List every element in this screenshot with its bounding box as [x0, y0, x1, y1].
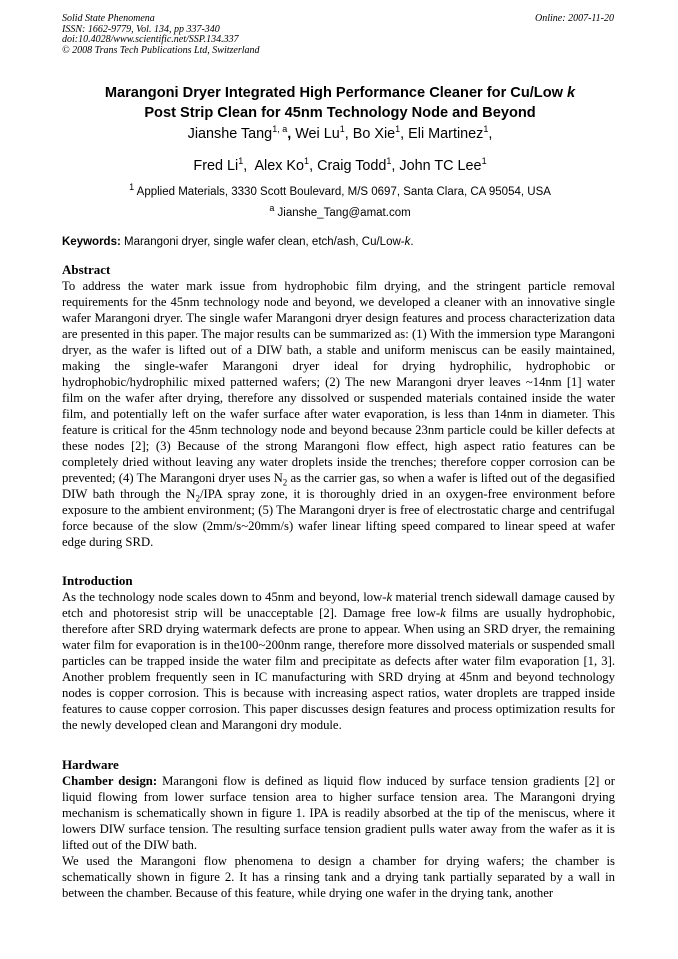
- journal-info: [62, 14, 260, 56]
- affiliation: $^1$ Applied Materials, 3330 Scott Boulevard, M/S 0697, Santa Clara, CA 95054, USA: [129, 182, 551, 198]
- author-sep: ,: [287, 126, 296, 142]
- chamber-design-label: Chamber design:: [62, 774, 158, 788]
- journal-name: Solid State Phenomena: [62, 13, 155, 24]
- title-line-1: Marangoni Dryer Integrated High Performance Cleaner for Cu/Low k: [104, 85, 576, 101]
- authors-line-1: [62, 126, 618, 142]
- author-sup: 1: [339, 124, 345, 135]
- authors-line-2: [62, 158, 618, 174]
- introduction-section: [62, 573, 615, 733]
- author-sep: ,: [243, 158, 255, 174]
- author-name: John TC Lee: [399, 158, 482, 174]
- issn: ISSN: 1662-9779, Vol. 134, pp 337-340: [62, 23, 220, 35]
- introduction-heading: Introduction: [62, 573, 133, 588]
- author-name: Bo Xie: [352, 126, 396, 142]
- hardware-text-1: Chamber design: Marangoni flow is defined as liquid flow induced by surface tension gradients [2] or liquid flowing from lower surface tension area to higher surface tension area. The Marangoni drying mechanism is schematically shown in figure 1. IPA is readily absorbed at the tip of the meniscus, where it lowers DIW surface tension. The resulting surface tension gradient pulls water away from the wafer as it is lifted out of the DIW bath.: [62, 774, 615, 852]
- online-date: Online: 2007-11-20: [535, 13, 614, 24]
- keywords-label: Keywords:: [62, 236, 121, 248]
- author-sup: 1, a: [272, 124, 288, 135]
- keywords: Keywords: Marangoni dryer, single wafer clean, etch/ash, Cu/Low-k.: [62, 236, 414, 248]
- author-sep: ,: [400, 126, 409, 142]
- hardware-section: [62, 757, 615, 901]
- author-sep: ,: [391, 158, 400, 174]
- author-sup: 1: [395, 124, 401, 135]
- abstract-text: To address the water mark issue from hydrophobic film drying, and the stringent particle removal requirements for the 45nm technology node and beyond, we developed a cleaner with an innovative single wafer Marangoni dryer. The single wafer Marangoni dryer design features and process characterization data are presented in this paper. The major results can be summarized as: (1) With the immersion type Marangoni dryer, as the wafer is lifted out of a DIW bath, a stable and uniform meniscus can be easily maintained, making the single-wafer Marangoni dryer ideal for drying hydrophilic, hydrophobic or hydrophobic/hydrophilic mixed patterned wafers; (2) The new Marangoni dryer leaves ~14nm [1] water film on the wafer after drying, therefore any dissolved or suspended materials contained inside the water film, and potentially left on the wafer surface after water evaporation, is less than 14nm in diameter. This feature is critical for the 45nm technology node and beyond because 23nm particle could be killer defects at these nodes [2]; (3) Because of the strong Marangoni flow effect, high aspect ratio features can be completely dried without leaving any water droplets inside the trenches; therefore copper corrosion can be prevented; (4) The Marangoni dryer uses $N_2$ as the carrier gas, so when a wafer is lifted out of the degasified DIW bath through the $N_2$/IPA spray zone, it is thoroughly dried in an oxygen-free environment before exposure to the ambient environment; (5) The Marangoni dryer is free of electrostatic charge and centrifugal force because of the slow (2mm/s~20mm/s) wafer linear lifting speed compared to linear speed at wafer edge during SRD.: [62, 279, 615, 549]
- author-sep: ,: [309, 158, 318, 174]
- author-sep: ,: [344, 126, 353, 142]
- hardware-heading: Hardware: [62, 757, 119, 772]
- author-sup: 1: [483, 124, 489, 135]
- title-line-2: Post Strip Clean for 45nm Technology Node and Beyond: [144, 105, 536, 121]
- author-sup: 1: [481, 156, 487, 167]
- author-sup: 1: [386, 156, 392, 167]
- author-name: Alex Ko: [254, 158, 305, 174]
- copyright: © 2008 Trans Tech Publications Ltd, Switzerland: [62, 44, 260, 56]
- author-name: Jianshe Tang: [187, 126, 273, 142]
- abstract-section: [62, 262, 615, 550]
- author-sep: ,: [488, 126, 493, 142]
- author-name: Wei Lu: [295, 126, 340, 142]
- introduction-text: As the technology node scales down to 45nm and beyond, low-k material trench sidewall damage caused by etch and photoresist strip will be unacceptable [2]. Damage free low-k films are usually hydrophobic, therefore after SRD drying watermark defects are prone to appear. When using an SRD dryer, the remaining water film for evaporation is in the100~200nm range, therefore more dissolved materials or suspended small particles can be trapped inside the water film and precipitate as defects after water film evaporation [1, 3]. Another problem frequently seen in IC manufacturing with SRD drying at 45nm and beyond technology nodes is copper corrosion. This is because with increasing aspect ratios, water droplets are trapped inside features to cause copper corrosion. This paper discusses design features and process optimization results for the newly developed clean and Marangoni dry module.: [62, 590, 615, 732]
- doi: doi:10.4028/www.scientific.net/SSP.134.337: [62, 34, 239, 45]
- author-name: Eli Martinez: [408, 126, 484, 142]
- abstract-heading: Abstract: [62, 262, 111, 277]
- author-sup: 1: [238, 156, 244, 167]
- paper-title: [62, 83, 618, 123]
- author-sup: 1: [304, 156, 310, 167]
- hardware-text-2: We used the Marangoni flow phenomena to design a chamber for drying wafers; the chamber is schematically shown in figure 2. It has a rinsing tank and a drying tank partially separated by a wall in between the chamber. Because of this feature, while drying one wafer in the drying tank, another: [62, 854, 615, 900]
- author-name: Craig Todd: [317, 158, 387, 174]
- author-name: Fred Li: [193, 158, 239, 174]
- author-email: $^a$ Jianshe_Tang@amat.com: [269, 203, 411, 219]
